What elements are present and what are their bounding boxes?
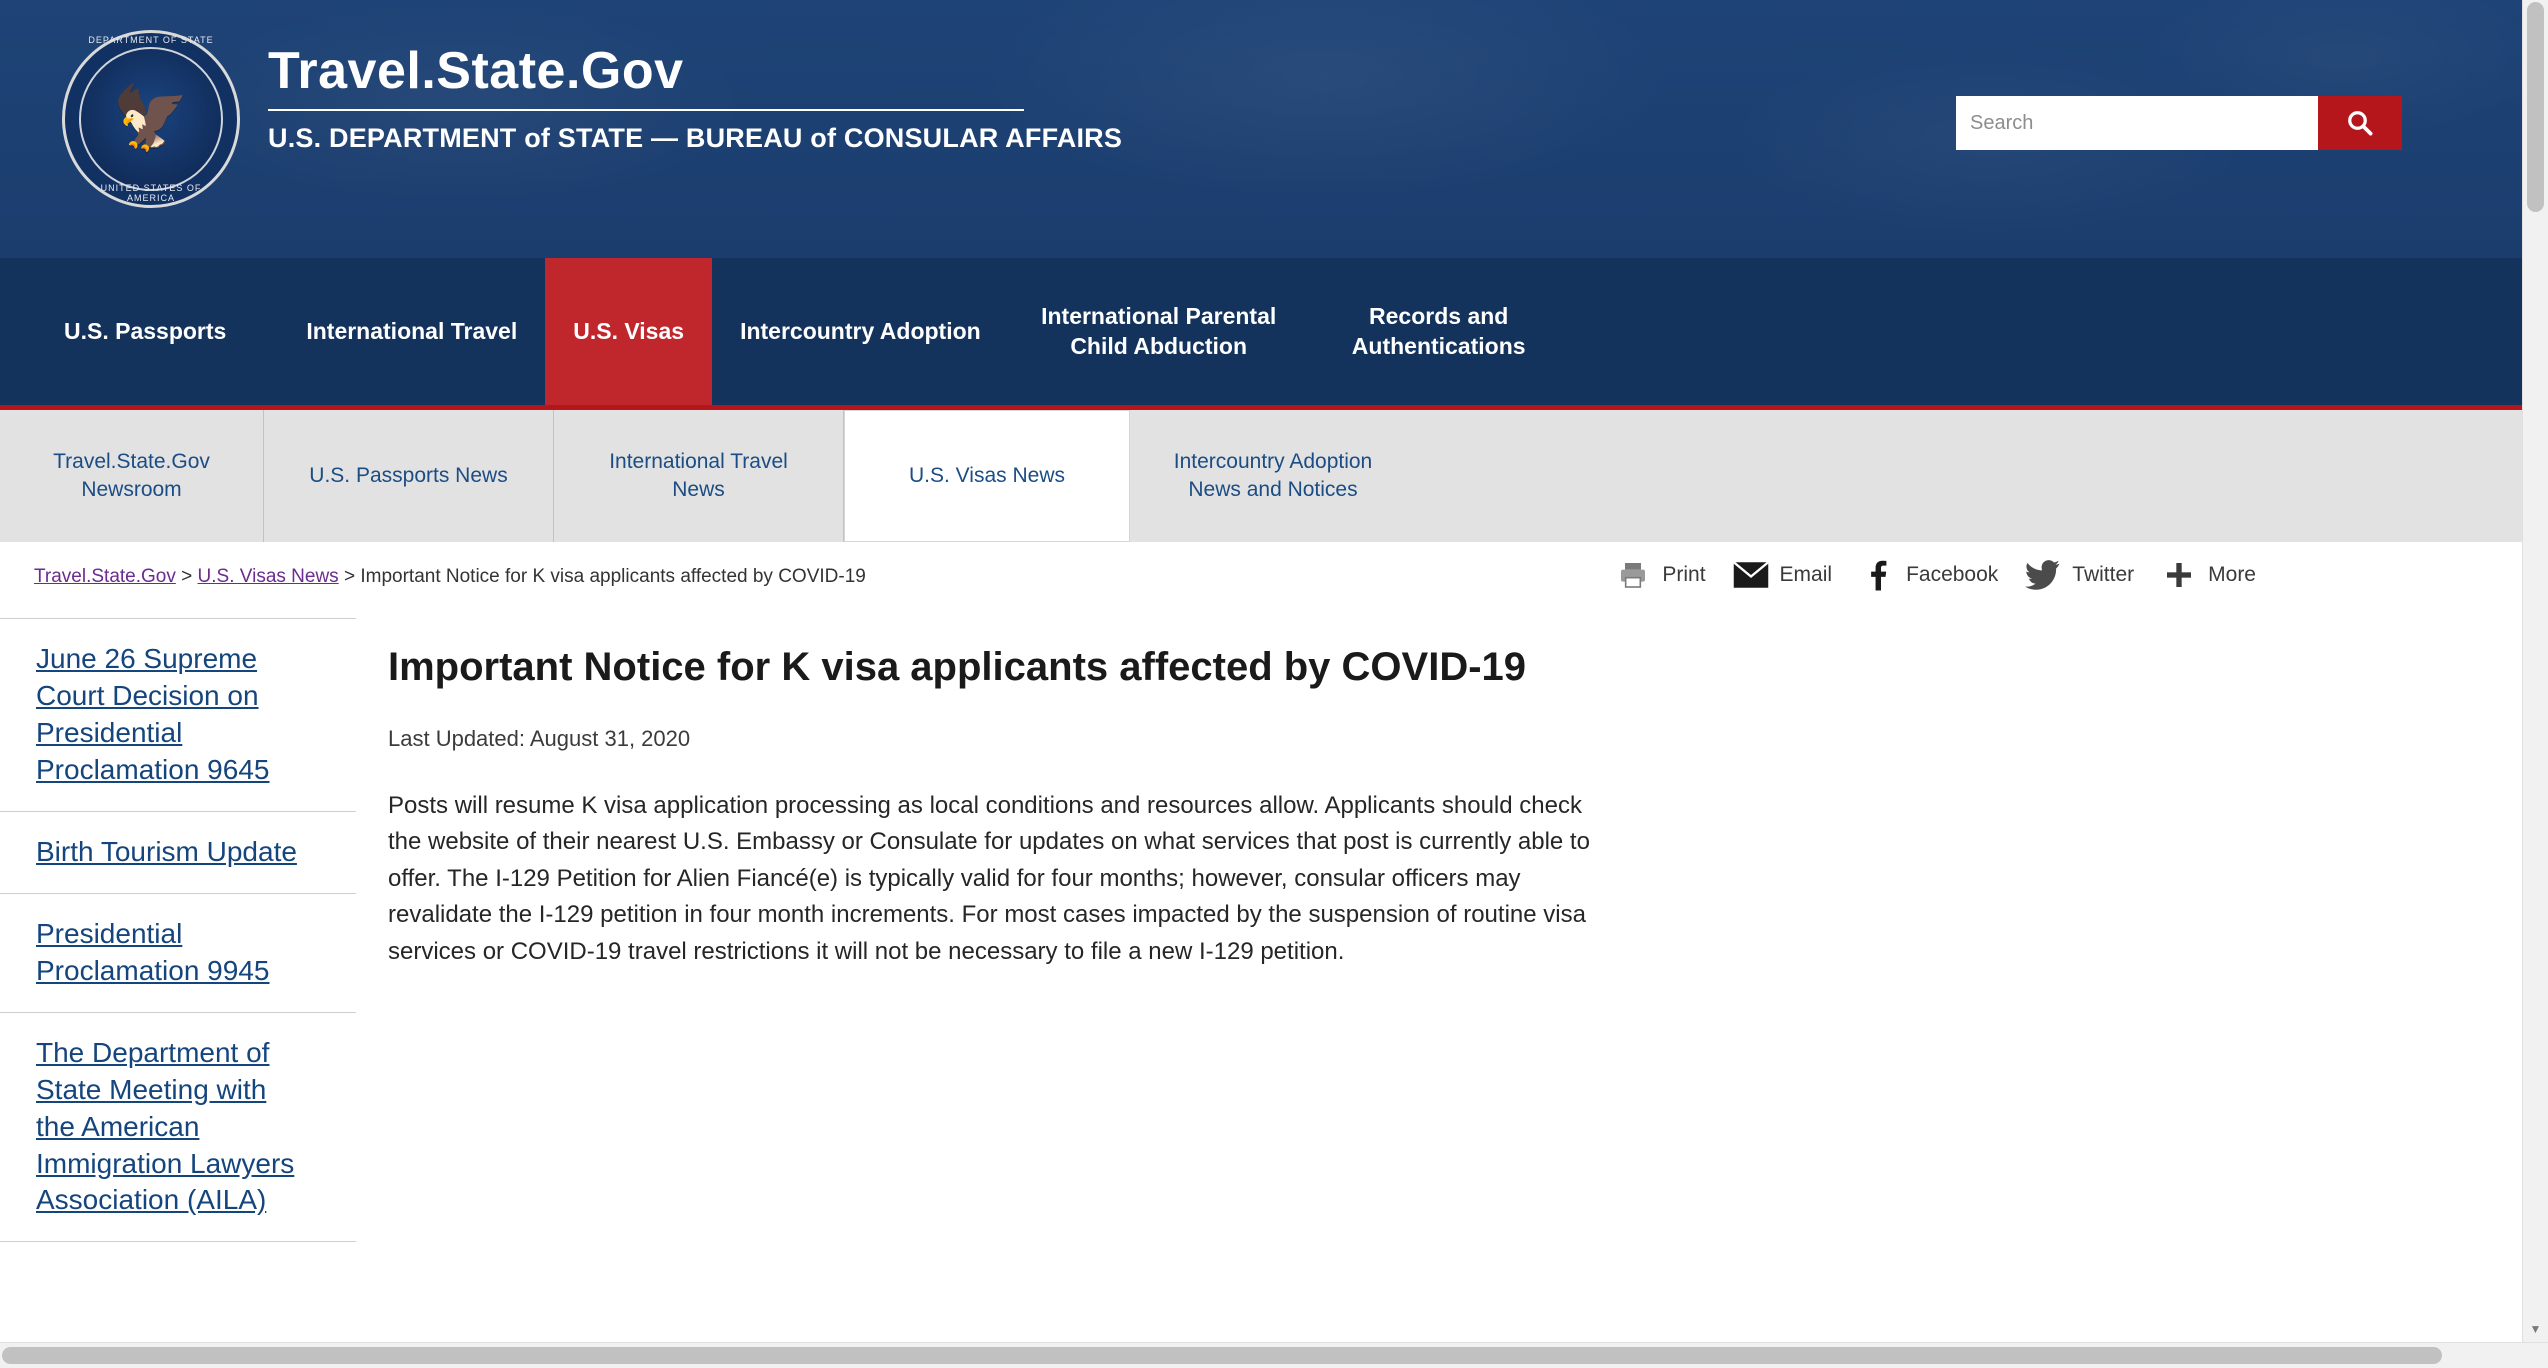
site-search [1956,96,2402,150]
share-facebook-label: Facebook [1906,563,1999,586]
share-twitter-button[interactable] [2024,556,2134,594]
breadcrumb-separator-2: > [343,566,356,587]
nav-item-international-parental-child-abduction[interactable]: International Parental Child Abduction [1041,302,1277,359]
plus-icon [2160,556,2198,594]
seal-text-bottom: UNITED STATES OF AMERICA [100,183,202,203]
subnav-item-us-passports-news[interactable]: U.S. Passports News [264,410,554,542]
seal-inner-ring [79,35,223,203]
article-body: Posts will resume K visa application processing as local conditions and resources allow. Applicants should check the website of their nearest U.S. Embassy or Consulate for updates on what services that post is currently able to offer. The I-129 Petition for Alien Fiancé(e) is typically valid for four months; however, consular officers may revalidate the I-129 petition in four month increments. For most cases impacted by the suspension of routine visa services or COVID-19 travel restrictions it will not be necessary to file a new I-129 petition. [388,792,1590,965]
vertical-scrollbar-thumb[interactable] [2527,2,2544,212]
share-email-label: Email [1779,563,1833,586]
breadcrumb-share-row [0,542,2548,612]
share-print-button[interactable] [1614,556,1705,594]
share-more-button[interactable] [2160,556,2256,594]
sidebar-item-supreme-court-decision[interactable]: June 26 Supreme Court Decision on Presidential Proclamation 9645 [0,618,356,812]
subnav-item-us-visas-news[interactable]: U.S. Visas News [844,410,1130,542]
scroll-down-arrow-icon[interactable]: ▼ [2529,1322,2542,1336]
search-button[interactable] [2318,96,2402,150]
title-underline [268,109,1024,111]
horizontal-scrollbar-thumb[interactable] [2,1347,2442,1364]
nav-item-us-passports[interactable]: U.S. Passports [64,317,227,344]
share-twitter-label: Twitter [2072,563,2135,586]
breadcrumb-separator-1: > [181,566,193,587]
breadcrumb-link-us-visas-news[interactable]: U.S. Visas News [197,566,339,587]
primary-nav [0,258,2548,410]
breadcrumb-current: Important Notice for K visa applicants affected by COVID-19 [360,566,866,587]
site-title: Travel.State.Gov [268,42,684,100]
secondary-nav [0,410,2548,542]
twitter-icon [2024,556,2062,594]
subnav-item-international-travel-news[interactable]: International Travel News [554,410,844,542]
nav-item-intercountry-adoption[interactable]: Intercountry Adoption [740,317,981,344]
department-of-state-seal [62,30,240,208]
horizontal-scrollbar[interactable] [0,1342,2548,1368]
share-email-button[interactable] [1732,556,1833,594]
sidebar-item-aila-meeting[interactable]: The Department of State Meeting with the American Immigration Lawyers Association (AILA) [0,1013,356,1243]
sidebar-related-news [0,612,356,1242]
share-facebook-button[interactable] [1858,556,1998,594]
site-subtitle: U.S. DEPARTMENT of STATE — BUREAU of CONSULAR AFFAIRS [268,122,1123,153]
breadcrumb-link-home[interactable]: Travel.State.Gov [34,566,176,587]
nav-item-international-travel[interactable]: International Travel [306,317,518,344]
share-toolbar [1614,556,2256,594]
site-header [0,0,2548,258]
search-icon [2345,108,2375,138]
subnav-item-newsroom[interactable]: Travel.State.Gov Newsroom [0,410,264,542]
sidebar-item-birth-tourism-update[interactable]: Birth Tourism Update [0,812,356,894]
facebook-icon [1858,556,1896,594]
site-brand[interactable] [268,44,1122,154]
search-input[interactable] [1956,96,2318,150]
sidebar-item-presidential-proclamation-9945[interactable]: Presidential Proclamation 9945 [0,894,356,1013]
printer-icon [1614,556,1652,594]
article [356,612,1656,970]
nav-item-us-visas[interactable]: U.S. Visas [545,258,712,405]
page-title: Important Notice for K visa applicants affected by COVID-19 [388,645,1527,689]
share-print-label: Print [1662,563,1706,586]
vertical-scrollbar[interactable] [2522,0,2548,1342]
envelope-icon [1732,556,1770,594]
subnav-item-intercountry-adoption-news[interactable]: Intercountry Adoption News and Notices [1173,449,1373,501]
share-more-label: More [2208,563,2256,586]
seal-text-top: DEPARTMENT OF STATE [88,35,214,45]
last-updated-text: Last Updated: August 31, 2020 [388,726,691,751]
nav-item-records-and-authentications[interactable]: Records and Authentications [1351,302,1526,359]
eagle-icon: 🦅 [112,84,190,153]
breadcrumb [34,566,866,588]
page-content [0,612,2548,1242]
